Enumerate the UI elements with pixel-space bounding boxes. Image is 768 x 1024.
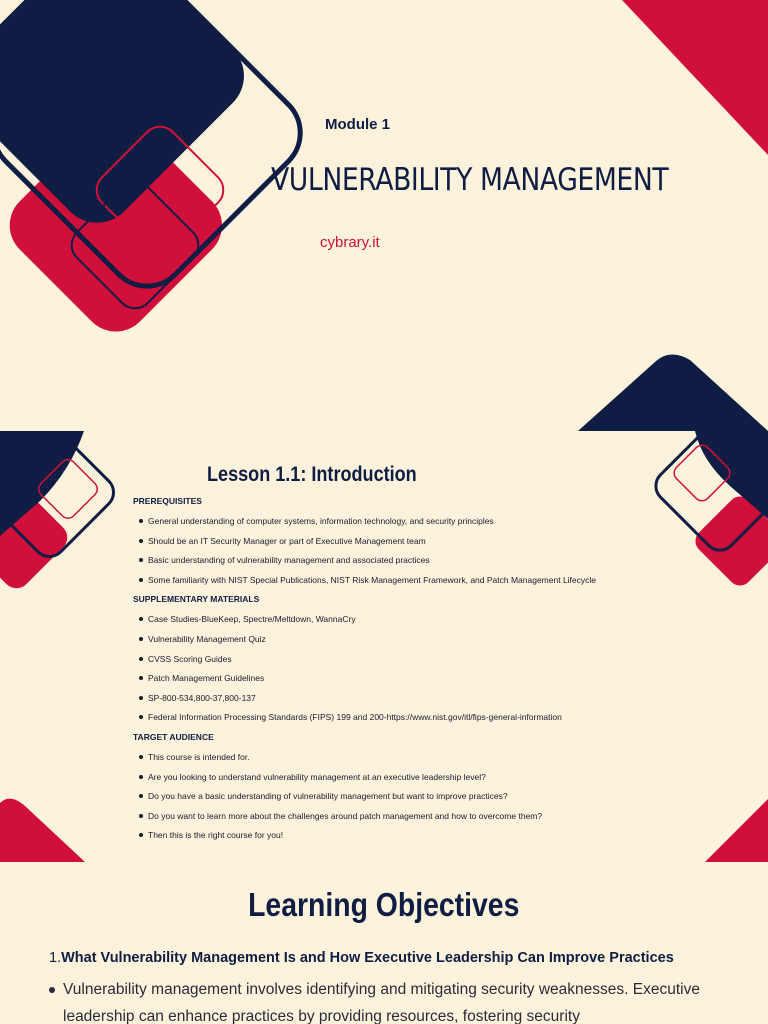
section-heading-target-audience: TARGET AUDIENCE [133, 731, 214, 742]
objective-heading-text: What Vulnerability Management Is and How Executive Leadership Can Improve Practices [61, 950, 674, 966]
list-item: Do you have a basic understanding of vulnerability management but want to improve practices? [133, 790, 693, 810]
list-item: Do you want to learn more about the challenges around patch management and how to overcome them? [133, 810, 693, 830]
list-item: Some familiarity with NIST Special Publications, NIST Risk Management Framework, and Patch Management Lifecycle [133, 574, 693, 594]
list-item: Are you looking to understand vulnerability management at an executive leadership level? [133, 771, 693, 791]
list-item: General understanding of computer systems, information technology, and security principles [133, 515, 693, 535]
prerequisites-list [133, 515, 693, 593]
bottom-left-red-shape [0, 799, 85, 862]
site-link[interactable]: cybrary.it [320, 234, 380, 251]
module-label: Module 1 [325, 116, 391, 133]
objective-bullet [49, 976, 739, 1024]
objectives-page [0, 862, 768, 1024]
section-heading-prerequisites: PREREQUISITES [133, 496, 202, 506]
list-item: Then this is the right course for you! [133, 829, 693, 849]
objectives-title [0, 886, 768, 924]
section-heading-supplementary: SUPPLEMENTARY MATERIALS [133, 594, 260, 605]
corner-red-shape [622, 0, 768, 155]
page-title: VULNERABILITY MANAGEMENT [271, 162, 669, 198]
objective-heading [49, 950, 739, 966]
objective-number: 1. [49, 950, 62, 966]
lesson-title: Lesson 1.1: Introduction [207, 463, 417, 486]
bullet-dot-icon [49, 987, 55, 993]
lesson-page [0, 431, 768, 862]
objectives-title-text: Learning Objectives [248, 886, 520, 923]
audience-list [133, 751, 693, 849]
bottom-right-red-shape [705, 799, 768, 862]
list-item: Should be an IT Security Manager or part of Executive Management team [133, 535, 693, 555]
cover-decoration [0, 0, 768, 431]
list-item: Federal Information Processing Standards (FIPS) 199 and 200-https://www.nist.gov/itl/fips-general-information [133, 711, 693, 731]
list-item: This course is intended for. [133, 751, 693, 771]
list-item: SP-800-534,800-37,800-137 [133, 692, 693, 712]
list-item: Patch Management Guidelines [133, 672, 693, 692]
corner-navy-shape [578, 354, 768, 431]
list-item: Case Studies-BlueKeep, Spectre/Meltdown, WannaCry [133, 613, 693, 633]
supplementary-list [133, 613, 693, 731]
list-item: Basic understanding of vulnerability management and associated practices [133, 554, 693, 574]
list-item: Vulnerability Management Quiz [133, 633, 693, 653]
cover-page [0, 0, 768, 431]
lesson-content [133, 495, 693, 849]
objective-bullet-text: Vulnerability management involves identifying and mitigating security weaknesses. Executive leadership can enhance practices by providing resources, fostering security [63, 981, 700, 1024]
list-item: CVSS Scoring Guides [133, 653, 693, 673]
objectives-list [49, 950, 739, 1024]
